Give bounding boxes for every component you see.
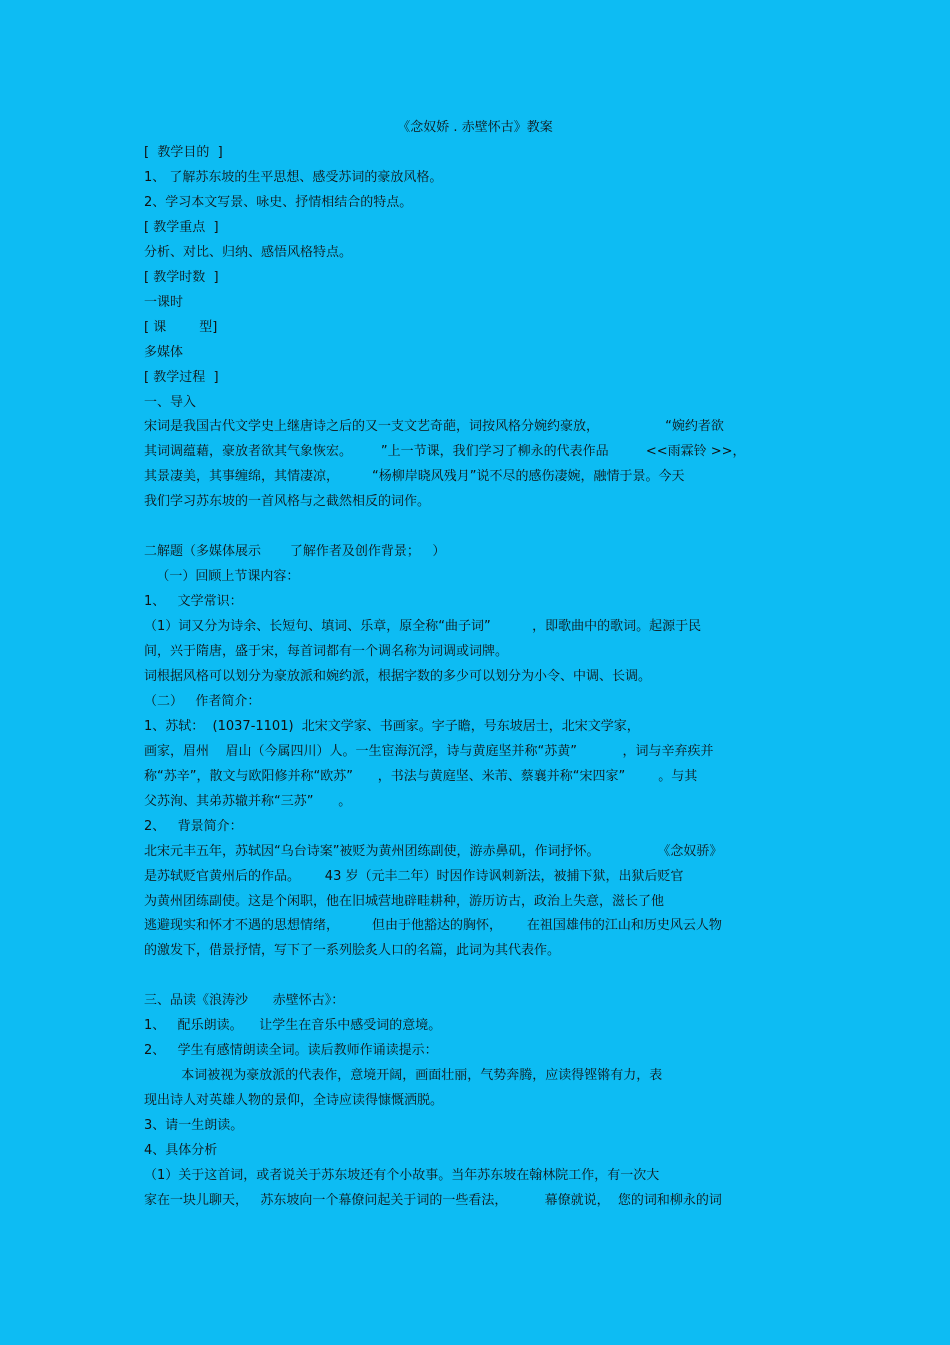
text-line: （一）回顾上节课内容：: [144, 569, 300, 585]
text-line: 1、 配乐朗读。 让学生在音乐中感受词的意境。: [144, 1018, 442, 1034]
text-line: 一课时: [144, 294, 184, 310]
text-line: [ 教学重点 ]: [144, 219, 219, 235]
text-line: 间，兴于隋唐，盛于宋，每首词都有一个调名称为词调或词牌。: [144, 644, 509, 659]
text-line: 我们学习苏东坡的一首风格与之截然相反的词作。: [144, 494, 431, 510]
document-title: 《念奴娇 . 赤壁怀古》教案: [397, 120, 553, 135]
text-line: 画家，眉州 眉山（今属四川）人。一生宦海沉浮，诗与黄庭坚并称“苏黄” ，词与辛弃疾并: [144, 743, 714, 759]
text-line: [ 课 型]: [144, 319, 218, 335]
text-line: 三、品读《浪涛沙 赤壁怀古》：: [144, 993, 345, 1009]
text-line: 为黄州团练副使。这是个闲职，他在旧城营地辟畦耕种，游历访古，政治上失意，滋长了他: [144, 893, 665, 909]
text-line: 1、 了解苏东坡的生平思想、感受苏词的豪放风格。: [144, 169, 443, 185]
text-line: 本词被视为豪放派的代表作，意境开阔，画面壮丽，气势奔腾，应读得铿锵有力，表: [144, 1068, 663, 1084]
text-line: 一、导入: [144, 394, 197, 410]
text-line: 宋词是我国古代文学史上继唐诗之后的又一支文艺奇葩，词按风格分婉约豪放， “婉约者欲: [144, 419, 724, 435]
text-line: 4、具体分析: [144, 1143, 218, 1158]
text-line: 1、苏轼： (1037-1101) 北宋文学家、书画家。字子瞻，号东坡居士，北宋文学家，: [144, 718, 640, 734]
text-line: 3、请一生朗读。: [144, 1118, 244, 1133]
text-line: 父苏洵、其弟苏辙并称“三苏” 。: [144, 793, 352, 809]
text-line: 分析、对比、归纳、感悟风格特点。: [144, 244, 353, 260]
text-line: （1）关于这首词，或者说关于苏东坡还有个小故事。当年苏东坡在翰林院工作，有一次大: [144, 1167, 660, 1183]
text-line: （二） 作者简介：: [144, 693, 261, 709]
text-line: 北宋元丰五年，苏轼因“乌台诗案”被贬为黄州团练副使，游赤鼻矶，作词抒怀。 《念奴骄》: [144, 843, 723, 859]
text-line: [ 教学目的 ]: [144, 145, 223, 160]
text-line: 的激发下，借景抒情，写下了一系列脍炙人口的名篇，此词为其代表作。: [144, 943, 561, 959]
text-line: 2、 背景简介：: [144, 818, 243, 834]
text-line: [ 教学时数 ]: [144, 269, 219, 285]
text-line: 现出诗人对英雄人物的景仰，全诗应读得慷慨洒脱。: [144, 1093, 444, 1109]
text-line: 称“苏辛”，散文与欧阳修并称“欧苏” ，书法与黄庭坚、米芾、蔡襄并称“宋四家” 。与其: [144, 768, 698, 784]
text-line: 是苏轼贬官黄州后的作品。 43 岁（元丰二年）时因作诗讽刺新法，被捕下狱，出狱后贬官: [144, 868, 684, 884]
text-line: 1、 文学常识：: [144, 594, 243, 610]
text-line: 2、学习本文写景、咏史、抒情相结合的特点。: [144, 194, 413, 210]
text-line: [ 教学过程 ]: [144, 369, 219, 385]
text-line: 其词调蕴藉，豪放者欲其气象恢宏。 ”上一节课，我们学习了柳永的代表作品 <<雨霖铃 >>，: [144, 444, 746, 460]
text-line: 逃避现实和怀才不遇的思想情绪， 但由于他豁达的胸怀， 在祖国雄伟的江山和历史风云人物: [144, 918, 722, 934]
text-line: 2、 学生有感情朗读全词。读后教师作诵读提示：: [144, 1043, 438, 1059]
text-line: （1）词又分为诗余、长短句、填词、乐章，原全称“曲子词” ，即歌曲中的歌词。起源于民: [144, 619, 702, 634]
text-line: 家在一块儿聊天， 苏东坡向一个幕僚问起关于词的一些看法， 幕僚就说， 您的词和柳永的词: [144, 1192, 722, 1208]
text-line: 其景凄美，其事缠绵，其情凄凉， “杨柳岸晓风残月”说不尽的感伤凄婉，融情于景。今天: [144, 469, 685, 485]
text-line: 二解题（多媒体展示 了解作者及创作背景； ）: [144, 544, 446, 560]
text-line: 多媒体: [144, 344, 184, 360]
text-line: 词根据风格可以划分为豪放派和婉约派，根据字数的多少可以划分为小令、中调、长调。: [144, 668, 652, 684]
